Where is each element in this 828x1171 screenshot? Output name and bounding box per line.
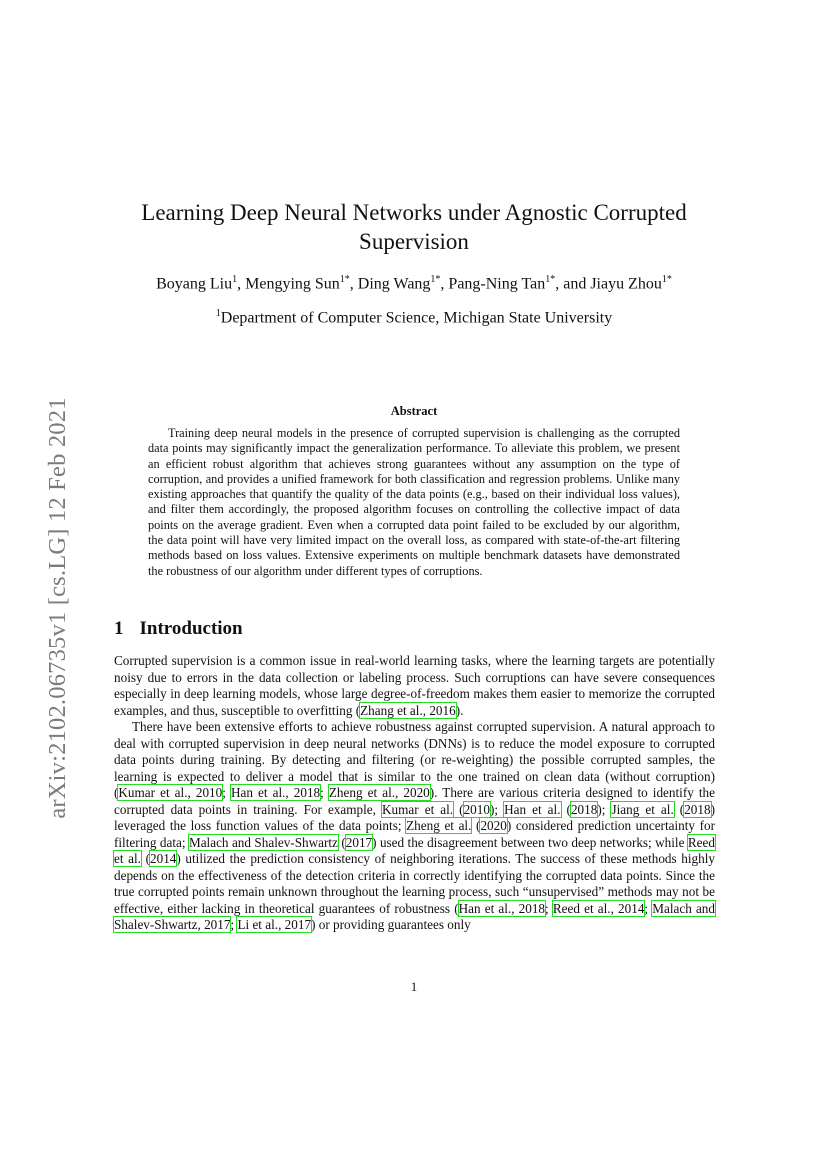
citation-link[interactable]: 2018 — [684, 801, 711, 817]
citation-link[interactable]: 2020 — [480, 818, 507, 833]
paragraph-text: ( — [560, 801, 571, 817]
section-number: 1 — [114, 618, 124, 639]
citation-link[interactable]: Reed et al., 2014 — [552, 900, 645, 916]
citation-link[interactable]: Malach and Shalev-Shwartz, 2017 — [114, 900, 715, 932]
citation-link[interactable]: Zheng et al., 2020 — [328, 785, 430, 800]
author-name: Boyang Liu — [156, 275, 233, 293]
citation-link[interactable]: 2010 — [463, 801, 490, 817]
affiliation-text: Department of Computer Science, Michigan State University — [220, 309, 613, 327]
abstract-heading: Abstract — [390, 404, 438, 418]
author-separator: , and — [555, 275, 591, 293]
page-number: 1 — [410, 979, 418, 994]
citation-link[interactable]: 2018 — [570, 801, 598, 817]
paragraph-text: ) leveraged the loss function values of the data points; — [114, 801, 715, 833]
paragraph-text: ( — [140, 851, 150, 866]
arxiv-identifier[interactable]: arXiv:2102.06735v1 [cs.LG] 12 Feb 2021 — [44, 397, 71, 819]
author-affiliation-mark: 1* — [661, 274, 672, 285]
paragraph-text: There have been extensive efforts to achieve robustness against corrupted supervision. A natural approach to deal with corrupted supervision in deep neural networks (DNNs) is to reduce the model exposure to corrupted data points during training. By detecting and filtering (or re-weighting) the possible corrupted samples, the learning is expected to deliver a model that is similar to the one trained on clean data (without corruption) ( — [114, 719, 715, 800]
citation-link[interactable]: Jiang et al. — [611, 801, 674, 817]
citation-link[interactable]: Zheng et al. — [406, 818, 472, 833]
paragraph-text: ; — [545, 900, 553, 916]
abstract-body: Training deep neural models in the presence of corrupted supervision is challenging as the corrupted data points may significantly impact the generalization performance. To alleviate this problem, we present an efficient robust algorithm that achieves strong guarantees without any assumption on the type of corruption, and provides a unified framework for both classification and regression problems. Unlike many existing approaches that quantify the quality of the data points (e.g., based on their individual loss values), and filter them accordingly, the proposed algorithm focuses on controlling the collective impact of data points on the average gradient. Even when a corrupted data point failed to be excluded by our algorithm, the data point will have very limited impact on the overall loss, as compared with state-of-the-art filtering methods based on loss values. Extensive experiments on multiple benchmark datasets have demonstrated the robustness of our algorithm under different types of corruptions. — [148, 426, 680, 578]
paragraph-text: ) considered prediction uncertainty for filtering data; — [114, 818, 715, 850]
paragraph-text: ; — [320, 785, 329, 800]
intro-paragraph-2 — [114, 719, 715, 934]
author-list — [114, 274, 714, 293]
intro-paragraph-1 — [114, 653, 715, 719]
citation-link[interactable]: 2014 — [150, 851, 177, 866]
paragraph-text: ); — [597, 801, 612, 817]
author-affiliation-mark: 1 — [232, 274, 238, 285]
author-affiliation-mark: 1* — [339, 274, 350, 285]
author-separator: , — [440, 275, 449, 293]
author-affiliation-mark: 1* — [545, 274, 556, 285]
citation-link[interactable]: Kumar et al. — [382, 801, 454, 817]
paragraph-text: ) used the disagreement between two deep networks; while — [372, 834, 688, 850]
paragraph-text: ). There are various criteria designed to identify the corrupted data points in training. For example, — [114, 785, 715, 817]
author-name: Ding Wang — [357, 275, 431, 293]
section-heading — [114, 618, 243, 640]
paragraph-text: ; — [644, 900, 653, 916]
paragraph-text: ( — [337, 834, 346, 850]
paragraph-text: ; — [230, 917, 238, 932]
author-name: Pang-Ning Tan — [448, 275, 546, 293]
citation-link[interactable]: Han et al., 2018 — [230, 785, 321, 800]
title-line-1: Learning Deep Neural Networks under Agnostic Corrupted — [141, 200, 687, 225]
title-line-2: Supervision — [359, 229, 469, 254]
introduction-body — [114, 653, 715, 934]
paragraph-text: ). — [455, 702, 464, 718]
paragraph-text: ( — [453, 801, 464, 817]
citation-link[interactable]: Kumar et al., 2010 — [118, 785, 223, 800]
author-separator: , — [349, 275, 358, 293]
paragraph-text: ); — [489, 801, 505, 817]
author-separator: , — [237, 275, 246, 293]
author-affiliation-mark: 1* — [430, 274, 441, 285]
citation-link[interactable]: Han et al., 2018 — [458, 900, 546, 916]
citation-link[interactable]: Han et al. — [504, 801, 561, 817]
paragraph-text: ( — [471, 818, 481, 833]
paper-title — [114, 198, 714, 256]
citation-link[interactable]: Reed et al. — [114, 834, 715, 866]
author-name: Mengying Sun — [245, 275, 340, 293]
paragraph-text: Corrupted supervision is a common issue in real-world learning tasks, where the learning targets are potentially noisy due to errors in the data collection or labeling process. Such corruptions can have severe consequences especially in deep learning models, whose large degree-of-freedom makes them easier to memorize the corrupted examples, and thus, susceptible to overfitting ( — [114, 653, 715, 718]
paragraph-text: ) or providing guarantees only — [311, 917, 471, 932]
citation-link[interactable]: Zhang et al., 2016 — [360, 702, 456, 718]
author-name: Jiayu Zhou — [590, 275, 662, 293]
paragraph-text: ) utilized the prediction consistency of neighboring iterations. The success of these methods highly depends on the effectiveness of the detection criteria in correctly identifying the corrupted data points. Since the true corrupted points remain unknown throughout the learning process, such “unsupervised” methods may not be effective, either lacking in theoretical guarantees of robustness ( — [114, 851, 715, 916]
citation-link[interactable]: 2017 — [345, 834, 373, 850]
section-title: Introduction — [139, 618, 243, 639]
paragraph-text: ; — [222, 785, 231, 800]
affiliation — [114, 308, 714, 327]
citation-link[interactable]: Malach and Shalev-Shwartz — [188, 834, 338, 850]
paragraph-text: ( — [673, 801, 685, 817]
affiliation-mark: 1 — [215, 308, 221, 319]
citation-link[interactable]: Li et al., 2017 — [237, 917, 312, 932]
